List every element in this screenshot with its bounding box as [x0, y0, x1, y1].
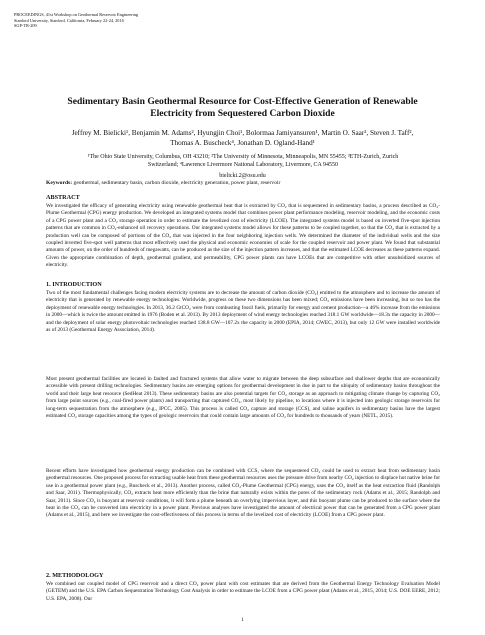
affiliations: [28, 153, 458, 170]
intro-p2-text: Most present geothermal facilities are located in faulted and fractured systems that allow water to migrate between the deep subsurface and shallower depths that are economically accessible with present drilling technologies. Sedimentary basins are emerging options for geothermal development in due in part to the ubiquity of sedimentary basins throughout the world and their large heat resource (SedHeat 2013). These sedimentary basins are also potential targets for CO₂ storage as an approach to mitigating climate change by capturing CO₂ from large point sources (e.g., coal-fired power plants) and transporting that captured CO₂, most likely by pipeline, to locations where it is injected into geologic storage reservoirs for long-term sequestration from the atmosphere (e.g., IPCC, 2005). This process is called CO₂ capture and storage (CCS), and saline aquifers in sedimentary basins have the largest estimated CO₂ storage capacities among the types of geologic reservoirs that could contain large amounts of CO₂ for hundreds to thousands of years (NETL, 2015).: [46, 376, 440, 420]
author-list: [20, 128, 465, 148]
keywords: [46, 179, 440, 187]
abstract-heading: ABSTRACT: [46, 194, 80, 201]
affiliation-line-1: ¹The Ohio State University, Columbus, OH 43210; ²The University of Minnesota, Minneapolis, MN 55455; ³ETH-Zurich, Zurich: [87, 154, 399, 160]
introduction-paragraph-3: [46, 468, 440, 520]
proceedings-header: [14, 12, 138, 29]
header-line-3: SGP-TR-209: [14, 23, 37, 29]
introduction-paragraph-2: [46, 376, 440, 420]
keywords-text: geothermal, sedimentary basin, carbon dioxide, electricity generation, power plant, reservoir: [73, 180, 281, 186]
header-line-1: PROCEEDINGS, 41st Workshop on Geothermal Reservoir Engineering: [14, 12, 139, 17]
abstract-body: [46, 203, 440, 270]
introduction-paragraph-1: [46, 290, 440, 334]
affiliation-line-2: Switzerland; ⁴Lawrence Livermore National Laboratory, Livermore, CA 94550: [147, 162, 339, 169]
intro-p1-text: Two of the most fundamental challenges facing modern electricity systems are to decrease the amount of carbon dioxide (CO₂) emitted to the atmosphere and to increase the amount of electricity that is generated by renewable energy technologies. Worldwide, progress on these two dimensions has been mixed; CO₂ emissions have been increasing, but so too has the deployment of renewable energy technologies. In 2013, 36.2 GtCO₂ were from combusting fossil fuels, primarily for energy and cement production—a 46% increase from the emissions in 2000—which is twice the amount emitted in 1976 (Boden et al. 2013). By 2013 deployment of wind energy technologies reached 318.1 GW worldwide—18.3x the capacity in 2000—and the deployment of solar energy photovoltaic technologies reached 138.8 GW—107.2x the capacity in 2000 (EPIA, 2014; GWEC, 2013), but only 12 GW were installed worldwide as of 2013 (Geothermal Energy Association, 2014).: [46, 290, 440, 334]
methodology-text: We combined our coupled model of CPG reservoir and a direct CO₂ power plant with cost estimates that are derived from the Geothermal Energy Technology Evaluation Model (GETEM) and the U.S. EPA Carbon Sequestration Technology Cost Analysis in order to estimate the LCOE from a CPG power plant (Adams et al., 2015, 2014; U.S. DOE EERE, 2012; U.S. EPA, 2008). Our: [46, 581, 440, 602]
page-number: 1: [241, 617, 244, 623]
methodology-body: [46, 581, 440, 603]
methodology-heading: 2. METHODOLOGY: [46, 572, 104, 579]
title-line-2: Electricity from Sequestered Carbon Dioxide: [150, 108, 335, 119]
abstract-text: We investigated the efficacy of generating electricity using renewable geothermal heat that is extracted by CO₂ that is sequestered in sedimentary basins, a process described as CO₂-Plume Geothermal (CPG) energy production. We developed an integrated systems model that combines power plant performance modeling, reservoir modeling, and the economic costs of a CPG power plant and a CO₂ storage operation in order to estimate the levelized cost of electricity (LCOE). The integrated systems model is based on inverted five-spot injection patterns that are common in CO₂-enhanced oil recovery operations. Our integrated systems model allows for these patterns to be coupled together, so that the CO₂ that is extracted by a production well can be composed of portions of the CO₂ that was injected in the four neighboring injection wells. We determined the diameter of the individual wells and the size coupled inverted five-spot well patterns that most effectively used the physical and economic economies of scale for the coupled reservoir and power plant. We found that substantial amounts of power, on the order of hundreds of megawatts, can be produced as the size of the injection pattern increases, and that the estimated LCOE decreases as these patterns expand. Given the appropriate combination of depth, geothermal gradient, and permeability, CPG power plants can have LCOEs that are competitive with other unsubsidized sources of electricity.: [46, 203, 440, 269]
keywords-label: Keywords:: [46, 180, 73, 186]
header-line-2: Stanford University, Stanford, California, February 22-24, 2016: [14, 17, 124, 23]
contact-email: bielicki.2@osu.edu: [219, 173, 266, 179]
intro-p3-text: Recent efforts have investigated how geothermal energy production can be combined with CCS, where the sequestered CO₂ could be used to extract heat from sedimentary basin geothermal resources. One proposed process for extracting usable heat from these geothermal resources uses the pressure drive from nearby CO₂ injection to displace hot native brine for use in a geothermal power plant (e.g., Buscheck et al., 2013). Another process, called CO₂-Plume Geothermal (CPG) energy, uses the CO₂ itself as the heat extraction fluid (Randolph and Saar, 2011). Thermophysically, CO₂ extracts heat more efficiently than the brine that naturally exists within the pores of the sedimentary rock (Adams et al., 2015; Randolph and Saar, 2011). Since CO₂ is buoyant at reservoir conditions, it will form a plume beneath an overlying impervious layer, and this buoyant plume can be produced to the surface where the heat in the CO₂ can be converted into electricity in a power plant. Previous analyses have investigated the amount of electrical power that can be generated from a CPG power plant (Adams et al., 2015), and here we investigate the cost-effectiveness of this process in terms of the levelized cost of electricity (LCOE) from a CPG power plant.: [46, 468, 440, 519]
paper-title: [30, 96, 455, 120]
introduction-heading: 1. INTRODUCTION: [46, 281, 102, 288]
title-line-1: Sedimentary Basin Geothermal Resource for Cost-Effective Generation of Renewable: [67, 96, 418, 107]
authors-line-1: Jeffrey M. Bielicki¹, Benjamin M. Adams², Hyungjin Choi¹, Bolormaa Jamiyansuren¹, Martin O. Saar², Steven J. Taff²,: [71, 129, 414, 137]
authors-line-2: Thomas A. Buscheck⁴, Jonathan D. Ogland-Hand¹: [170, 139, 315, 147]
